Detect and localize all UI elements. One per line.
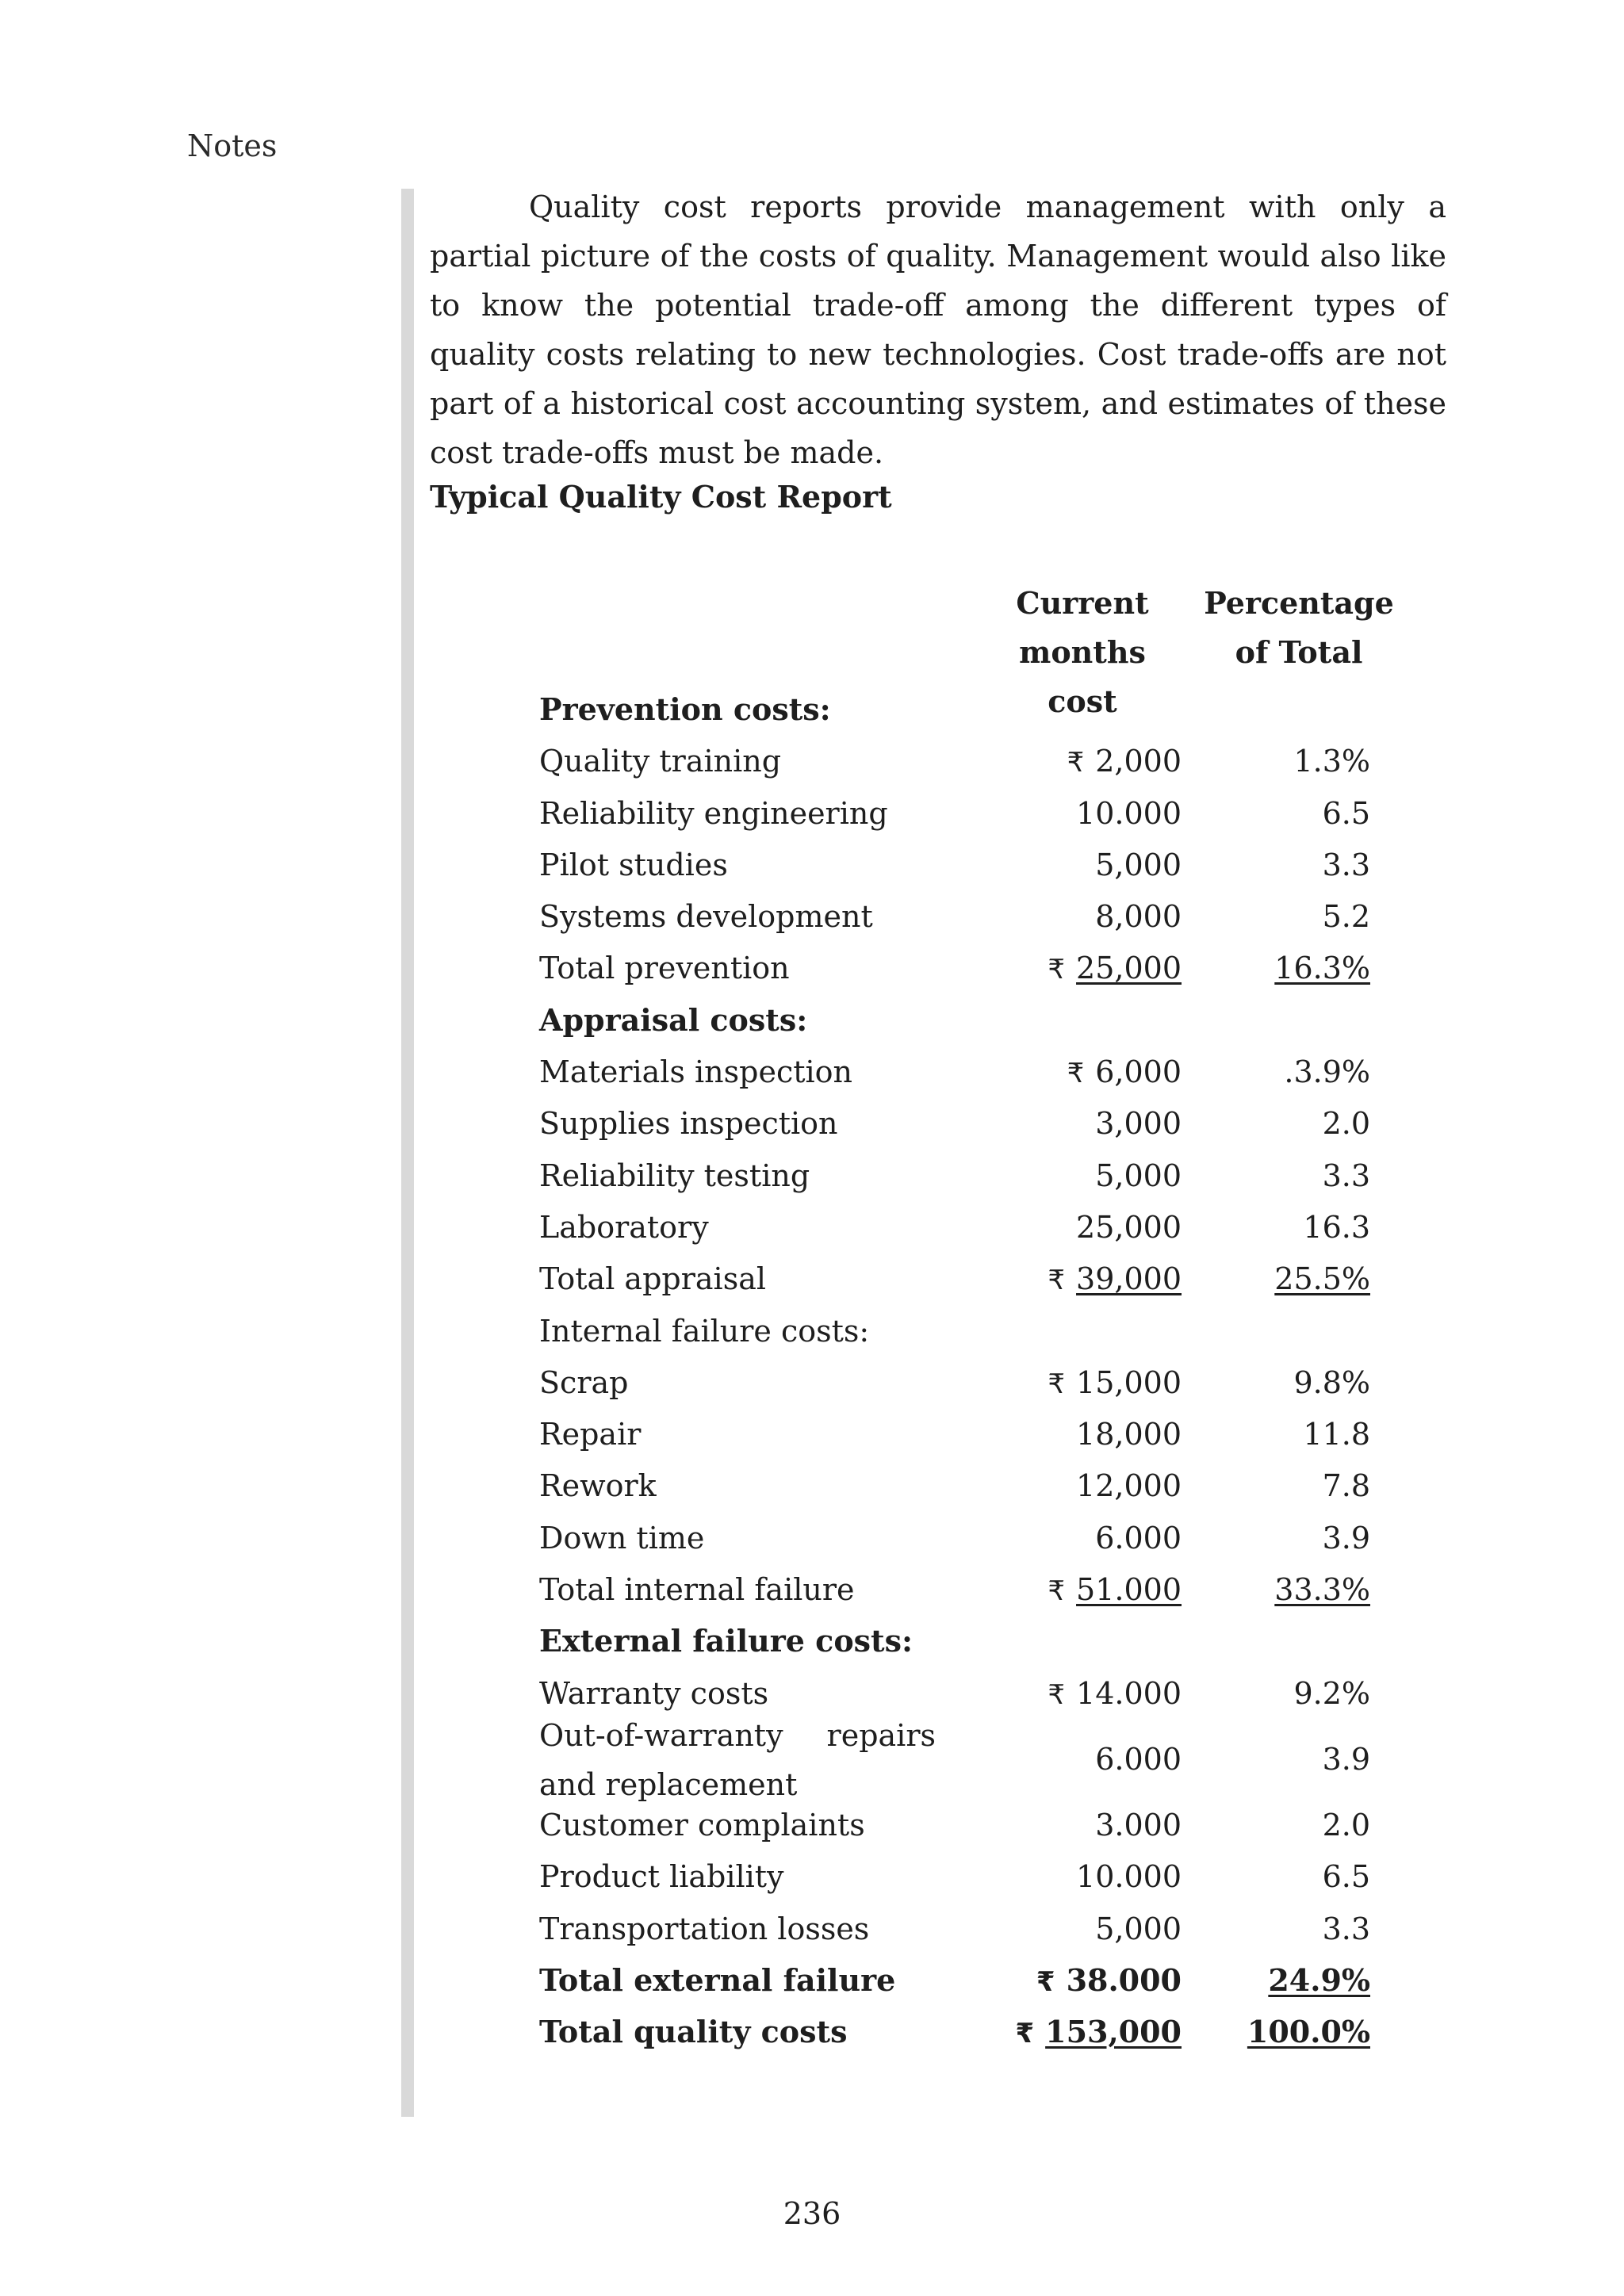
page-number: 236 (783, 2196, 841, 2231)
row-label: Rework (539, 1468, 657, 1504)
row-cost: 5,000 (1095, 1158, 1182, 1193)
table-row (539, 1846, 1396, 1897)
row-cost: 3,000 (1095, 1106, 1182, 1142)
table-row (539, 1714, 1396, 1802)
row-cost: ₹ 14.000 (1048, 1675, 1182, 1711)
row-label: Total appraisal (539, 1261, 767, 1297)
row-percentage: 16.3 (1303, 1209, 1370, 1245)
row-percentage: 1.3% (1293, 744, 1370, 779)
table-row-section-prevention (539, 679, 1396, 730)
table-row-total (539, 1950, 1396, 2001)
rupee-icon: ₹ (1067, 1058, 1085, 1090)
row-cost: 18,000 (1076, 1417, 1182, 1452)
table-row (539, 783, 1396, 834)
row-label: External failure costs: (539, 1623, 914, 1659)
row-percentage: 3.9 (1322, 1520, 1370, 1556)
row-label: Down time (539, 1520, 705, 1556)
rupee-icon: ₹ (1048, 1368, 1066, 1400)
row-cost: 8,000 (1095, 899, 1182, 935)
row-percentage: 2.0 (1322, 1106, 1370, 1142)
row-label: Reliability testing (539, 1158, 810, 1193)
table-row-section-external-failure (539, 1610, 1396, 1662)
column-header-cost: Current months cost (1016, 585, 1149, 719)
rupee-icon: ₹ (1036, 1965, 1055, 1998)
table-row (539, 886, 1396, 937)
row-cost: ₹ 39,000 (1048, 1261, 1182, 1297)
row-percentage: 3.9 (1322, 1741, 1370, 1777)
row-cost: ₹ 15,000 (1048, 1364, 1182, 1400)
row-cost: ₹ 153,000 (1015, 2014, 1182, 2050)
rupee-icon: ₹ (1067, 747, 1085, 779)
row-label: Total prevention (539, 951, 790, 986)
table-row-grand-total (539, 2001, 1396, 2053)
row-percentage: 9.8% (1293, 1364, 1370, 1400)
table-row-total (539, 1248, 1396, 1299)
row-percentage: 6.5 (1322, 1859, 1370, 1895)
table-row-section-internal-failure (539, 1300, 1396, 1352)
table-row (539, 1455, 1396, 1506)
row-cost: ₹ 2,000 (1067, 744, 1182, 779)
row-label: Pilot studies (539, 847, 728, 882)
row-percentage: 6.5 (1322, 795, 1370, 831)
table-row (539, 1663, 1396, 1714)
row-cost: 6.000 (1095, 1741, 1182, 1777)
row-percentage: 2.0 (1322, 1807, 1370, 1843)
row-label: Supplies inspection (539, 1106, 838, 1142)
row-cost: 3.000 (1095, 1807, 1182, 1843)
table-row (539, 1898, 1396, 1950)
row-label: Appraisal costs: (539, 1001, 808, 1038)
row-cost: 25,000 (1076, 1209, 1182, 1245)
row-label: Laboratory (539, 1209, 709, 1245)
table-row (539, 1352, 1396, 1403)
row-percentage: 7.8 (1322, 1468, 1370, 1504)
row-percentage: 16.3% (1274, 951, 1370, 986)
row-label: Reliability engineering (539, 795, 888, 831)
table-row (539, 1507, 1396, 1559)
row-percentage: 25.5% (1274, 1261, 1370, 1297)
table-row-total (539, 937, 1396, 989)
row-label: Product liability (539, 1859, 784, 1895)
row-label: Systems development (539, 899, 873, 935)
row-percentage: 9.2% (1293, 1675, 1370, 1711)
row-cost: 10.000 (1076, 795, 1182, 831)
column-header-percentage: Percentage of Total (1204, 585, 1394, 670)
row-percentage: 3.3 (1322, 1158, 1370, 1193)
row-cost: 5,000 (1095, 1911, 1182, 1946)
row-percentage: .3.9% (1284, 1054, 1370, 1090)
row-label: Materials inspection (539, 1054, 853, 1090)
row-cost: 6.000 (1095, 1520, 1182, 1556)
row-cost: ₹ 25,000 (1048, 951, 1182, 986)
row-label: Repair (539, 1417, 642, 1452)
row-cost: 10.000 (1076, 1859, 1182, 1895)
row-percentage: 100.0% (1247, 2014, 1370, 2050)
row-cost: 5,000 (1095, 847, 1182, 882)
row-label: Out-of-warranty repairs and replacement (539, 1717, 936, 1802)
row-cost: ₹ 6,000 (1067, 1054, 1182, 1090)
row-label: Prevention costs: (539, 691, 831, 727)
table-row (539, 1794, 1396, 1846)
table-row (539, 1196, 1396, 1248)
table-row (539, 730, 1396, 782)
row-percentage: 5.2 (1322, 899, 1370, 935)
notes-margin-label: Notes (187, 128, 278, 163)
row-label: Quality training (539, 744, 782, 779)
table-row (539, 1403, 1396, 1455)
row-label: Customer complaints (539, 1807, 865, 1843)
row-cost: ₹ 51.000 (1048, 1572, 1182, 1608)
table-row (539, 1145, 1396, 1196)
row-percentage: 11.8 (1303, 1417, 1370, 1452)
row-percentage: 33.3% (1274, 1572, 1370, 1608)
row-label: Warranty costs (539, 1675, 769, 1711)
margin-bar (401, 189, 414, 2117)
row-label: Transportation losses (539, 1911, 870, 1946)
row-label: Internal failure costs: (539, 1313, 870, 1349)
table-row-total (539, 1559, 1396, 1610)
rupee-icon: ₹ (1048, 1678, 1066, 1711)
row-percentage: 24.9% (1268, 1961, 1370, 1998)
table-row (539, 1093, 1396, 1144)
row-label: Total internal failure (539, 1572, 855, 1608)
row-percentage: 3.3 (1322, 847, 1370, 882)
rupee-icon: ₹ (1048, 1575, 1066, 1608)
rupee-icon: ₹ (1015, 2018, 1035, 2050)
table-row (539, 1041, 1396, 1093)
rupee-icon: ₹ (1048, 1265, 1066, 1297)
rupee-icon: ₹ (1048, 954, 1066, 986)
row-percentage: 3.3 (1322, 1911, 1370, 1946)
row-label: Total quality costs (539, 2014, 848, 2050)
table-row-section-appraisal (539, 989, 1396, 1041)
table-row (539, 834, 1396, 886)
row-cost: 12,000 (1076, 1468, 1182, 1504)
row-label: Total external failure (539, 1961, 896, 1998)
row-cost: ₹ 38.000 (1036, 1961, 1182, 1998)
intro-paragraph: Quality cost reports provide management with only a partial picture of the costs of quality. Management would also like to know the potential trade-off among the different types of quality costs relating to new technologies. Cost trade-offs are not part of a historical cost accounting system, and estimates of these cost trade-offs must be made. (430, 189, 1446, 470)
report-title: Typical Quality Cost Report (430, 479, 892, 515)
row-label: Scrap (539, 1364, 629, 1400)
